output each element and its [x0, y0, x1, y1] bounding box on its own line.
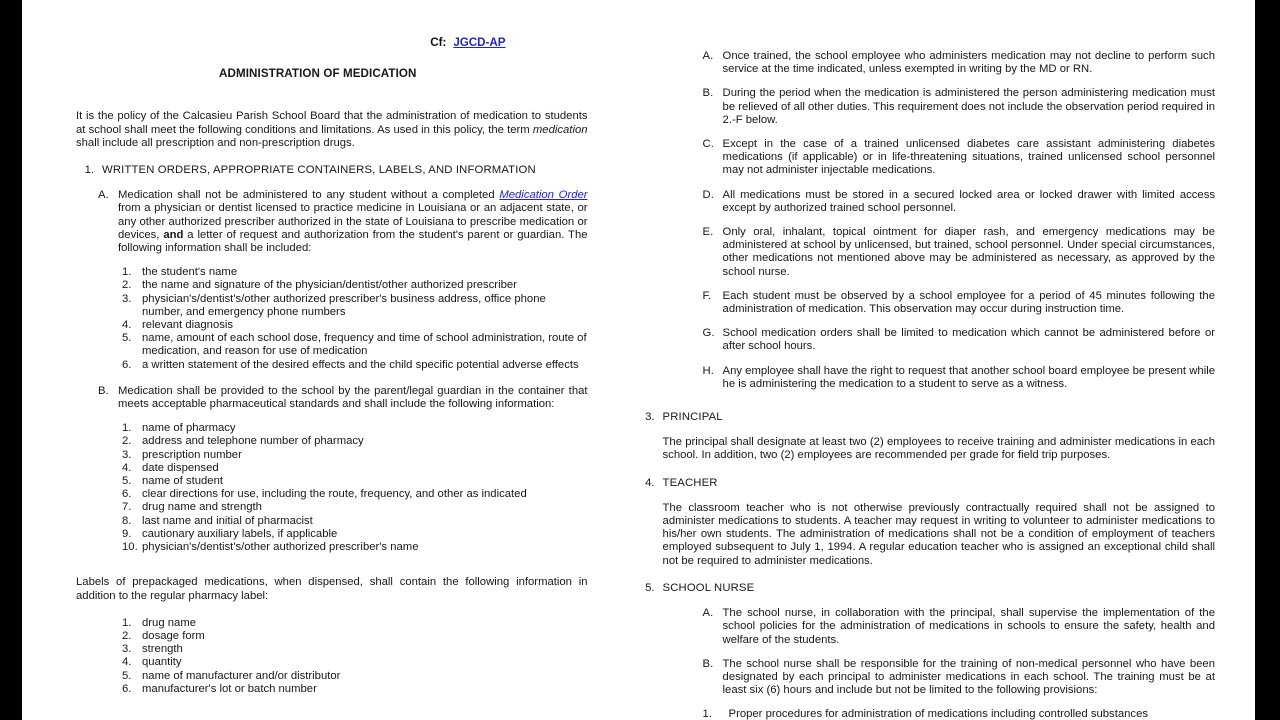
continued-item-h-marker: H. — [702, 364, 714, 377]
section-1-item-b — [98, 385, 588, 411]
list-item-label: date dispensed — [142, 461, 219, 474]
list-item-label: Proper procedures for administration of medications including controlled substances — [728, 708, 1148, 720]
letterbox-right — [1255, 0, 1280, 720]
continued-item-g — [703, 327, 1215, 353]
list-item-label: drug name and strength — [142, 501, 262, 514]
section-3-body: The principal shall designate at least two (2) employees to receive training and administer medications in each school. In addition, two (2) employees are recommended per grade for field trip purposes. — [662, 436, 1215, 462]
continued-item-e-body: Only oral, inhalant, topical ointment for diaper rash, and emergency medications may be administered at school by unlicensed, but trained, school personnel. Under special circumstances, other medications not mentioned above may be administered as necessary, as approved by the school nurse. — [722, 226, 1215, 278]
prepackaged-intro-paragraph: Labels of prepackaged medications, when dispensed, shall contain the following information in addition to the regular pharmacy label: — [76, 576, 588, 602]
section-5-title: SCHOOL NURSE — [662, 581, 755, 594]
continued-item-d — [703, 189, 1215, 215]
list-item-label: clear directions for use, including the route, frequency, and other as indicated — [142, 488, 527, 501]
list-item-label: relevant diagnosis — [142, 319, 234, 332]
cf-link-jgcd-ap[interactable]: JGCD-AP — [453, 36, 506, 49]
continued-item-e — [703, 226, 1215, 279]
list-item-number: 4. — [122, 656, 132, 669]
page-title: ADMINISTRATION OF MEDICATION — [219, 67, 417, 81]
section-5-item-a-marker: A. — [702, 607, 714, 620]
continued-item-a — [703, 50, 1215, 76]
continued-item-g-marker: G. — [702, 327, 715, 340]
list-item — [122, 332, 588, 358]
list-item-label: last name and initial of pharmacist — [142, 514, 313, 527]
list-item — [122, 501, 588, 514]
medication-order-link[interactable]: Medication Order — [499, 189, 588, 202]
continued-item-b-marker: B. — [702, 87, 714, 100]
list-item — [703, 708, 1215, 720]
continued-item-d-body: All medications must be stored in a secured locked area or locked drawer with limited access except by authorized trained school personnel. — [722, 188, 1215, 214]
cf-reference-line — [76, 36, 588, 49]
list-item-label: quantity — [142, 656, 182, 669]
list-item-number: 5. — [122, 332, 132, 345]
list-item-label: drug name — [142, 616, 197, 629]
list-item — [122, 643, 588, 656]
section-3-heading — [637, 411, 1215, 424]
list-item-number: 2. — [122, 279, 132, 292]
continued-item-e-marker: E. — [702, 226, 714, 239]
list-item — [122, 630, 588, 643]
list-item — [122, 683, 588, 696]
list-item-number: 6. — [122, 682, 132, 695]
list-item — [122, 279, 588, 292]
spacer — [76, 567, 588, 576]
list-item-number: 1. — [122, 266, 132, 279]
list-item-label: the name and signature of the physician/dentist/other authorized prescriber — [142, 279, 517, 292]
section-5-training-provisions-list — [703, 708, 1215, 720]
list-item-number: 2. — [122, 435, 132, 448]
list-item — [122, 293, 588, 319]
list-item-label: prescription number — [142, 448, 242, 461]
item-b-container-label-list — [122, 422, 588, 554]
list-item — [122, 462, 588, 475]
list-item-number: 6. — [122, 488, 132, 501]
section-4-heading — [637, 477, 1215, 490]
list-item-number: 10. — [122, 541, 138, 554]
spacer — [637, 402, 1215, 411]
list-item-label: physician's/dentist's/other authorized prescriber's name — [142, 541, 419, 554]
list-item-number: 7. — [122, 501, 132, 514]
list-item — [122, 359, 588, 372]
list-item-label: a written statement of the desired effects and the child specific potential adverse effects — [142, 358, 579, 371]
list-item-label: dosage form — [142, 629, 205, 642]
prepackaged-label-list — [122, 617, 588, 696]
item-a-text-after-link-2: a letter of request and authorization from the student's parent or guardian. The following information shall be included: — [118, 228, 588, 255]
list-item-number: 3. — [122, 448, 132, 461]
list-item-label: strength — [142, 643, 183, 656]
item-a-body — [118, 189, 588, 255]
continued-item-b — [703, 87, 1215, 127]
page-right — [617, 0, 1255, 720]
page-left — [22, 0, 616, 720]
list-item-label: name of pharmacy — [142, 422, 236, 435]
list-item-label: cautionary auxiliary labels, if applicable — [142, 527, 338, 540]
list-item-number: 1. — [702, 708, 712, 720]
list-item — [122, 656, 588, 669]
section-5-item-b — [703, 658, 1215, 698]
section-4-body: The classroom teacher who is not otherwise previously contractually required shall not be assigned to administer medications to students. A teacher may request in writing to volunteer to administer medications to his/her own students. The administration of medications shall not be a condition of employment of teachers employed subsequent to July 1, 1994. A regular education teacher who is assigned an exceptional child shall not be required to administer medications. — [662, 501, 1215, 567]
list-item — [122, 617, 588, 630]
section-5-item-a-body: The school nurse, in collaboration with the principal, shall supervise the implementation of the school policies for the administration of medications in schools to ensure the safety, health and welfare of the students. — [722, 607, 1215, 646]
continued-item-g-body: School medication orders shall be limited to medication which cannot be administered before or after school hours. — [722, 327, 1215, 353]
item-a-required-info-list — [122, 266, 588, 372]
policy-intro-paragraph — [76, 110, 588, 150]
continued-item-c-marker: C. — [702, 138, 714, 151]
section-4-title: TEACHER — [662, 476, 718, 489]
list-item-number: 6. — [122, 358, 132, 371]
list-item — [122, 319, 588, 332]
list-item — [122, 488, 588, 501]
continued-item-a-body: Once trained, the school employee who administers medication may not decline to perform such service at the time indicated, unless exempted in writing by the MD or RN. — [722, 50, 1215, 76]
letterbox-left — [0, 0, 22, 720]
continued-item-c — [703, 138, 1215, 178]
continued-item-h — [703, 365, 1215, 391]
list-item — [122, 266, 588, 279]
continued-item-h-body: Any employee shall have the right to request that another school board employee be present while he is administering the medication to a student to serve as a witness. — [722, 364, 1215, 390]
section-1-item-a — [98, 189, 588, 255]
section-5-item-b-body: The school nurse shall be responsible for the training of non-medical personnel who have been designated by each principal to administer medications in each school. The training must be at least six (6) hours and include but not be limited to the following provisions: — [722, 657, 1215, 697]
list-item-label: physician's/dentist's/other authorized prescriber's business address, office phone number, and emergency phone numbers — [142, 292, 546, 318]
list-item — [122, 670, 588, 683]
item-b-body: Medication shall be provided to the school by the parent/legal guardian in the container that meets acceptable pharmaceutical standards and shall include the following information: — [118, 384, 588, 411]
list-item-number: 2. — [122, 629, 132, 642]
list-item-label: address and telephone number of pharmacy — [142, 435, 364, 448]
section-3-number: 3. — [645, 411, 655, 424]
list-item-label: manufacturer's lot or batch number — [142, 682, 317, 695]
list-item-number: 8. — [122, 514, 132, 527]
cf-label: Cf: — [430, 36, 447, 49]
continued-item-a-marker: A. — [702, 50, 714, 62]
list-item — [122, 475, 588, 488]
continued-item-f — [703, 290, 1215, 316]
intro-text-part1: It is the policy of the Calcasieu Parish School Board that the administration of medication to students at school shall meet the following conditions and limitations. As used in this policy, the term — [76, 110, 588, 136]
section-5-number: 5. — [645, 581, 655, 594]
list-item-number: 4. — [122, 319, 132, 332]
continued-item-c-body: Except in the case of a trained unlicensed diabetes care assistant administering diabetes medications (if applicable) or in life-threatening situations, trained unlicensed school personnel may not administer injectable medications. — [722, 138, 1215, 177]
list-item-label: name of student — [142, 475, 224, 488]
item-b-marker: B. — [98, 384, 109, 397]
continued-item-f-marker: F. — [702, 289, 712, 302]
continued-item-b-body: During the period when the medication is administered the person administering medication must be relieved of all other duties. This requirement does not include the observation period required in 2.-F below. — [722, 87, 1215, 126]
section-5-heading — [637, 582, 1215, 595]
list-item-number: 5. — [122, 475, 132, 488]
section-1-title: WRITTEN ORDERS, APPROPRIATE CONTAINERS, LABELS, AND INFORMATION — [102, 164, 536, 177]
section-5-item-b-marker: B. — [702, 657, 714, 670]
list-item — [122, 528, 588, 541]
section-4-number: 4. — [645, 476, 655, 489]
intro-text-part2: shall include all prescription and non-prescription drugs. — [76, 136, 355, 149]
document-pages — [22, 0, 1255, 720]
list-item-number: 1. — [122, 616, 132, 629]
list-item-number: 5. — [122, 669, 132, 682]
list-item-number: 1. — [122, 422, 132, 435]
list-item-label: name of manufacturer and/or distributor — [142, 669, 341, 682]
continued-item-d-marker: D. — [702, 188, 714, 201]
list-item-label: name, amount of each school dose, frequency and time of school administration, route of medication, and reason for use of medication — [142, 332, 587, 358]
continued-item-f-body: Each student must be observed by a school employee for a period of 45 minutes following the administration of medication. This observation may occur during instruction time. — [722, 289, 1215, 316]
list-item — [122, 515, 588, 528]
list-item-label: the student's name — [142, 266, 238, 279]
intro-italic-medication: medication — [532, 123, 588, 136]
list-item-number: 3. — [122, 643, 132, 656]
section-5-item-a — [703, 607, 1215, 647]
section-1-heading — [76, 164, 588, 177]
item-a-bold-and: and — [163, 228, 184, 241]
list-item-number: 4. — [122, 461, 132, 474]
list-item-number: 9. — [122, 527, 132, 540]
list-item — [122, 435, 588, 448]
list-item — [122, 422, 588, 435]
list-item — [122, 449, 588, 462]
item-a-text-after-link-1: from a physician or dentist licensed to practice medicine in Louisiana or an adjacent state, or any other authorized prescriber authorized in the state of Louisiana to prescribe medication or devices, — [118, 202, 588, 241]
list-item — [122, 541, 588, 554]
list-item-number: 3. — [122, 292, 132, 305]
item-a-text-before-link: Medication shall not be administered to any student without a completed — [118, 189, 500, 202]
section-3-title: PRINCIPAL — [662, 411, 723, 424]
item-a-marker: A. — [98, 189, 109, 202]
section-1-number: 1. — [84, 164, 94, 177]
